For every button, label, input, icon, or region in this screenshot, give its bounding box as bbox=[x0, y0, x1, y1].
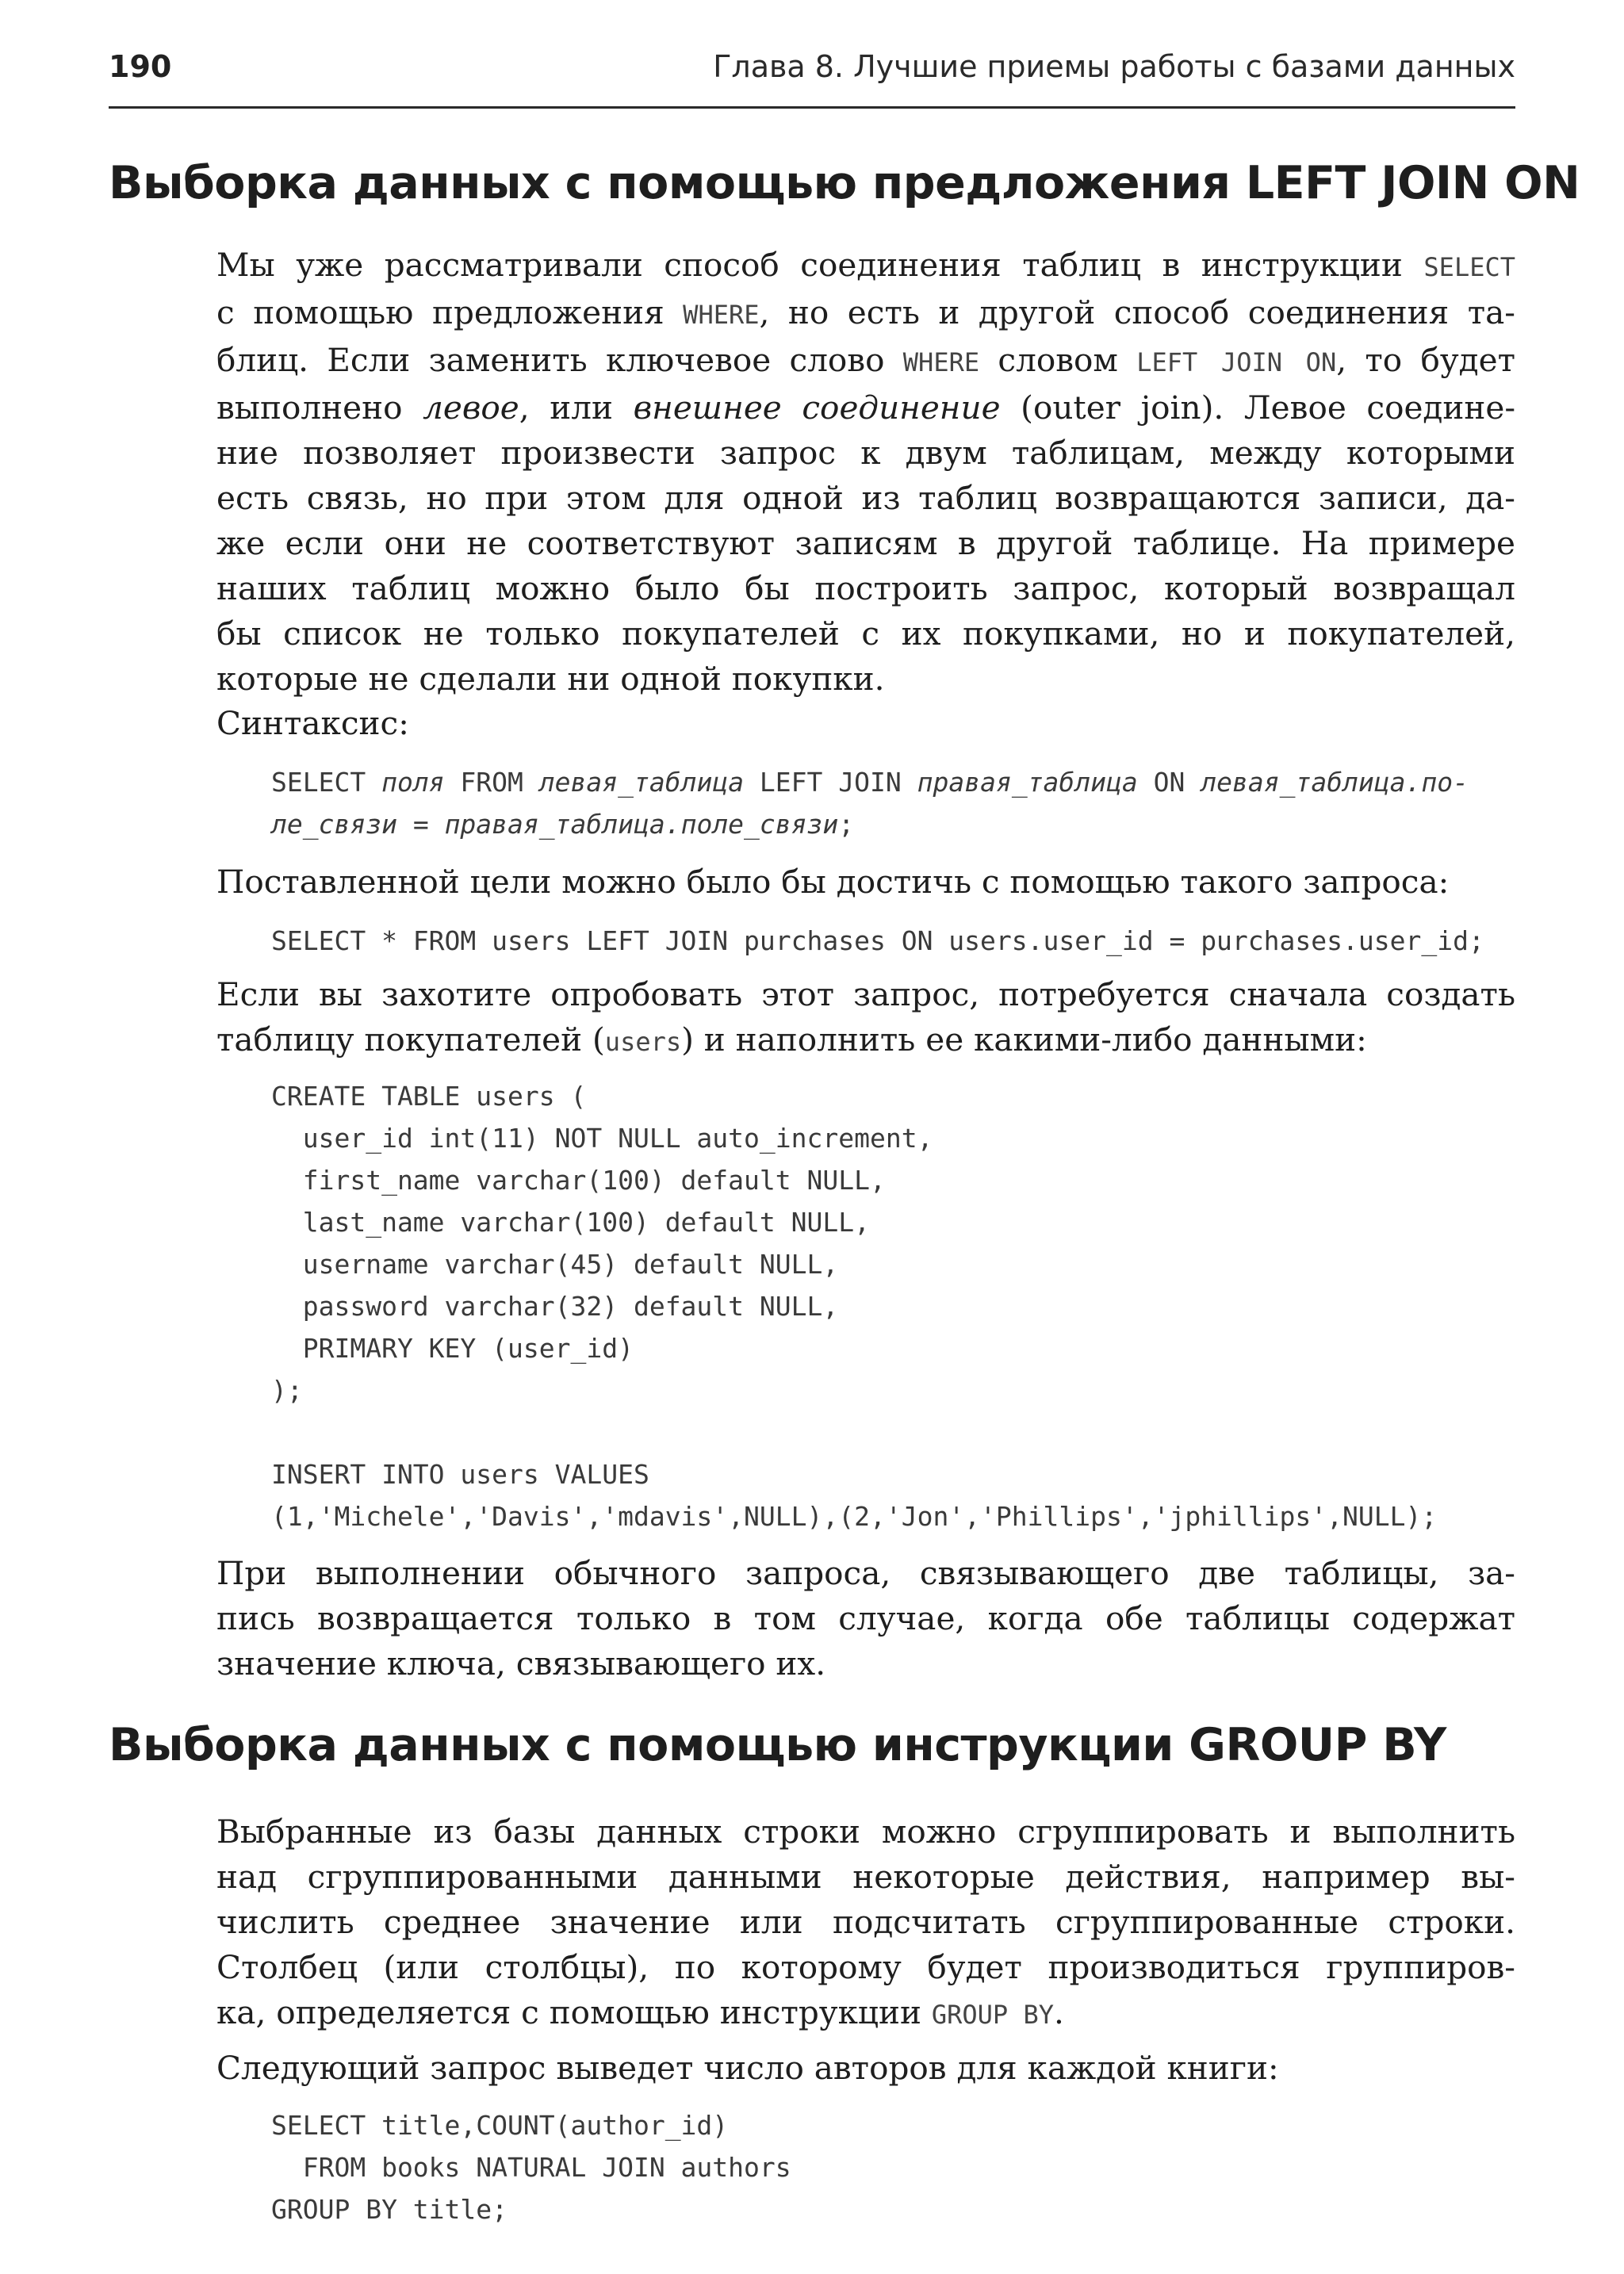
syntax-code-block bbox=[271, 761, 1469, 845]
code-keyword: SELECT bbox=[271, 767, 382, 798]
code-placeholder: ле_связи bbox=[271, 809, 397, 840]
code-line: username varchar(45) default NULL, bbox=[271, 1249, 839, 1280]
text-line: над сгруппированными данными некоторые действия, например вы- bbox=[216, 1858, 1515, 1896]
text-span: ) и наполнить ее какими-либо данными: bbox=[681, 1020, 1367, 1059]
code-line: last_name varchar(100) default NULL, bbox=[271, 1207, 870, 1238]
code-placeholder: левая_таблица.по- bbox=[1201, 767, 1469, 798]
text-line bbox=[216, 385, 1515, 431]
inline-code: GROUP BY bbox=[931, 2000, 1054, 2030]
code-line: user_id int(11) NOT NULL auto_increment, bbox=[271, 1123, 933, 1154]
inline-code: SELECT bbox=[1423, 252, 1515, 282]
text-line: бы список не только покупателей с их покупками, но и покупателей, bbox=[216, 614, 1515, 653]
text-line: Если вы захотите опробовать этот запрос, потребуется сначала создать bbox=[216, 975, 1515, 1013]
text-line: Столбец (или столбцы), по которому будет производиться группиров- bbox=[216, 1948, 1515, 1986]
text-line: Выбранные из базы данных строки можно сгруппировать и выполнить bbox=[216, 1813, 1515, 1851]
code-line: INSERT INTO users VALUES bbox=[271, 1459, 649, 1490]
code-keyword: LEFT JOIN bbox=[744, 767, 917, 798]
code-line: (1,'Michele','Davis','mdavis',NULL),(2,'Jon','Phillips','jphillips',NULL); bbox=[271, 1501, 1438, 1532]
text-line: числить среднее значение или подсчитать сгруппированные строки. bbox=[216, 1903, 1515, 1941]
code-keyword: ; bbox=[838, 809, 855, 840]
emphasis: левое bbox=[423, 389, 519, 427]
section-heading-left-join: Выборка данных с помощью предложения LEFT JOIN ON bbox=[109, 157, 1580, 209]
header-divider bbox=[109, 106, 1515, 109]
paragraph-join-note bbox=[216, 1551, 1515, 1686]
text-line: Следующий запрос выведет число авторов для каждой книги: bbox=[216, 2049, 1279, 2087]
code-keyword: FROM bbox=[444, 767, 539, 798]
code-line: ); bbox=[271, 1375, 303, 1406]
text-span: таблицу покупателей ( bbox=[216, 1020, 605, 1059]
text-line bbox=[216, 290, 1515, 338]
goal-paragraph bbox=[216, 859, 1515, 905]
inline-code: users bbox=[604, 1027, 682, 1057]
text-line bbox=[216, 338, 1515, 385]
code-line: PRIMARY KEY (user_id) bbox=[271, 1333, 634, 1364]
text-line bbox=[216, 243, 1515, 290]
text-line: есть связь, но при этом для одной из таблиц возвращаются записи, да- bbox=[216, 479, 1515, 517]
group-by-code-block bbox=[271, 2104, 791, 2230]
chapter-title: Глава 8. Лучшие приемы работы с базами данных bbox=[713, 49, 1515, 84]
try-query-paragraph bbox=[216, 972, 1515, 1065]
paragraph-left-join-intro bbox=[216, 243, 1515, 702]
text-line: ние позволяет произвести запрос к двум таблицам, между которыми bbox=[216, 434, 1515, 472]
code-line: first_name varchar(100) default NULL, bbox=[271, 1165, 886, 1196]
inline-code: WHERE bbox=[683, 300, 760, 330]
text-line: Синтаксис: bbox=[216, 704, 409, 742]
code-line: GROUP BY title; bbox=[271, 2194, 508, 2225]
text-span: Мы уже рассматривали способ соединения таблиц в инструкции bbox=[216, 246, 1424, 284]
syntax-label bbox=[216, 701, 1515, 746]
text-line: пись возвращается только в том случае, когда обе таблицы содержат bbox=[216, 1599, 1515, 1637]
inline-code: WHERE bbox=[902, 347, 980, 377]
code-line: password varchar(32) default NULL, bbox=[271, 1291, 839, 1322]
text-span: ка, определяется с помощью инструкции bbox=[216, 1993, 932, 2031]
code-line: CREATE TABLE users ( bbox=[271, 1081, 587, 1112]
code-line: SELECT * FROM users LEFT JOIN purchases ON users.user_id = purchases.user_id; bbox=[271, 925, 1484, 956]
emphasis: внешнее соединение bbox=[633, 389, 1001, 427]
paragraph-group-by-intro bbox=[216, 1809, 1515, 2038]
text-span: словом bbox=[979, 341, 1137, 379]
text-line: которые не сделали ни одной покупки. bbox=[216, 660, 885, 698]
left-join-query-code bbox=[271, 920, 1484, 962]
code-keyword: ON bbox=[1137, 767, 1201, 798]
text-line bbox=[216, 1017, 1515, 1065]
code-placeholder: правая_таблица.поле_связи bbox=[444, 809, 839, 840]
text-span: с помощью предложения bbox=[216, 293, 684, 331]
code-keyword: = bbox=[396, 809, 445, 840]
code-line: SELECT title,COUNT(author_id) bbox=[271, 2110, 729, 2141]
text-span: , или bbox=[519, 389, 634, 427]
group-by-query-intro bbox=[216, 2046, 1515, 2091]
text-span: блиц. Если заменить ключевое слово bbox=[216, 341, 903, 379]
text-span: (outer join). Левое соедине- bbox=[1000, 389, 1516, 427]
code-placeholder: поля bbox=[381, 767, 445, 798]
text-line: наших таблиц можно было бы построить запрос, который возвращал bbox=[216, 569, 1515, 607]
text-span: . bbox=[1053, 1993, 1064, 2031]
inline-code: LEFT JOIN ON bbox=[1136, 347, 1337, 377]
code-line: FROM books NATURAL JOIN authors bbox=[271, 2152, 791, 2183]
text-line: При выполнении обычного запроса, связывающего две таблицы, за- bbox=[216, 1554, 1515, 1592]
code-placeholder: правая_таблица bbox=[917, 767, 1138, 798]
text-line: значение ключа, связывающего их. bbox=[216, 1644, 826, 1683]
section-heading-group-by: Выборка данных с помощью инструкции GROUP BY bbox=[109, 1719, 1446, 1771]
code-placeholder: левая_таблица bbox=[538, 767, 745, 798]
text-span: , но есть и другой способ соединения та- bbox=[759, 293, 1515, 331]
text-line: Поставленной цели можно было бы достичь с помощью такого запроса: bbox=[216, 863, 1450, 901]
page-number: 190 bbox=[109, 49, 172, 84]
text-span: , то будет bbox=[1336, 341, 1515, 379]
text-line bbox=[216, 1990, 1515, 2038]
text-span: выполнено bbox=[216, 389, 423, 427]
running-header bbox=[109, 46, 1515, 94]
text-line: же если они не соответствуют записям в другой таблице. На примере bbox=[216, 524, 1515, 562]
create-table-code-block bbox=[271, 1075, 1437, 1537]
